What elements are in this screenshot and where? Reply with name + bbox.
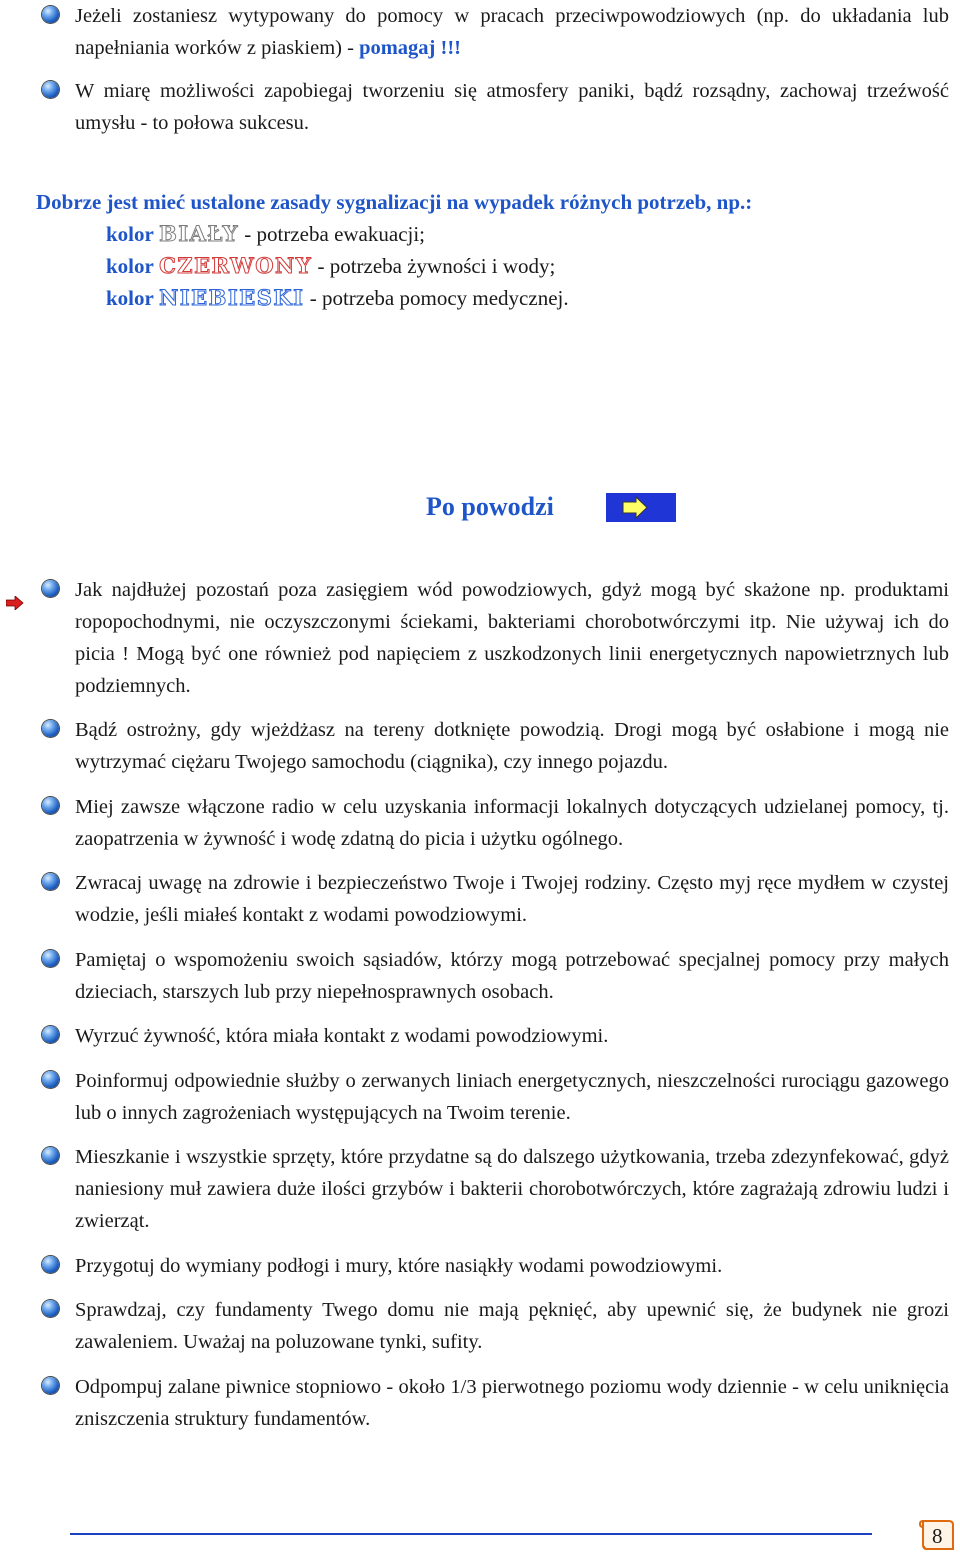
bullet-icon (42, 1300, 59, 1317)
list-item: Wyrzuć żywność, która miała kontakt z wodami powodziowymi. (75, 1020, 949, 1052)
bullet-icon (42, 6, 59, 23)
list-item: Jak najdłużej pozostań poza zasięgiem wód powodziowych, gdyż mogą być skażone np. produktami ropopochodnymi, nie oczyszczonymi ściekami, bakteriami chorobotwórczymi itp. Nie używaj ich do picia ! Mogą być one również pod napięciem z uszkodzonych linii energetycznych napowietrznych lub podziemnych. (75, 574, 949, 702)
signals-heading: Dobrze jest mieć ustalone zasady sygnalizacji na wypadek różnych potrzeb, np.: (36, 190, 753, 214)
bullet-icon (42, 1147, 59, 1164)
bullet-icon (42, 580, 59, 597)
bullet-icon (42, 950, 59, 967)
red-arrow-icon (6, 593, 24, 616)
bullet-icon (42, 81, 59, 98)
signal-line: kolor NIEBIESKI - potrzeba pomocy medycznej. (106, 285, 569, 310)
footer-divider (70, 1533, 872, 1535)
list-item: Sprawdzaj, czy fundamenty Twego domu nie mają pęknięć, aby upewnić się, że budynek nie grozi zawaleniem. Uważaj na poluzowane tynki, sufity. (75, 1294, 949, 1358)
list-item: Mieszkanie i wszystkie sprzęty, które przydatne są do dalszego użytkowania, trzeba zdezynfekować, gdyż naniesiony muł zawiera duże ilości grzybów i bakterii chorobotwórczych, które zagrażają zdrowiu ludzi i zwierząt. (75, 1141, 949, 1237)
list-item: Zwracaj uwagę na zdrowie i bezpieczeństwo Twoje i Twojej rodziny. Często myj ręce mydłem w czystej wodzie, jeśli miałeś kontakt z wodami powodziowymi. (75, 867, 949, 931)
list-item: Odpompuj zalane piwnice stopniowo - około 1/3 pierwotnego poziomu wody dziennie - w celu uniknięcia zniszczenia struktury fundamentów. (75, 1371, 949, 1435)
list-item: Poinformuj odpowiednie służby o zerwanych liniach energetycznych, nieszczelności rurociągu gazowego lub o innych zagrożeniach występujących na Twoim terenie. (75, 1065, 949, 1129)
bullet-icon (42, 1026, 59, 1043)
list-item: Bądź ostrożny, gdy wjeżdżasz na tereny dotknięte powodzią. Drogi mogą być osłabione i mogą nie wytrzymać ciężaru Twojego samochodu (ciągnika), czy innego pojazdu. (75, 714, 949, 778)
color-word-white: BIAŁY (159, 221, 240, 246)
bullet-icon (42, 873, 59, 890)
section-title: Po powodzi (426, 492, 554, 521)
list-item: W miarę możliwości zapobiegaj tworzeniu się atmosfery paniki, bądź rozsądny, zachowaj trzeźwość umysłu - to połowa sukcesu. (75, 75, 949, 139)
page-number: 8 (932, 1524, 943, 1548)
bullet-icon (42, 720, 59, 737)
arrow-right-icon[interactable] (606, 493, 676, 522)
emphasis: pomagaj !!! (359, 37, 461, 59)
list-item: Jeżeli zostaniesz wytypowany do pomocy w pracach przeciwpowodziowych (np. do układania lub napełniania worków z piaskiem) - pomagaj !!! (75, 0, 949, 64)
color-word-blue: NIEBIESKI (159, 285, 305, 310)
bullet-icon (42, 797, 59, 814)
signal-line: kolor CZERWONY - potrzeba żywności i wody; (106, 253, 556, 278)
list-item: Przygotuj do wymiany podłogi i mury, które nasiąkły wodami powodziowymi. (75, 1250, 949, 1282)
list-item: Miej zawsze włączone radio w celu uzyskania informacji lokalnych dotyczących udzielanej pomocy, tj. zaopatrzenia w żywność i wodę zdatną do picia i użytku ogólnego. (75, 791, 949, 855)
color-word-red: CZERWONY (159, 253, 313, 278)
list-item: Pamiętaj o wspomożeniu swoich sąsiadów, którzy mogą potrzebować specjalnej pomocy przy małych dzieciach, starszych lub przy niepełnosprawnych osobach. (75, 944, 949, 1008)
bullet-icon (42, 1377, 59, 1394)
signal-line: kolor BIAŁY - potrzeba ewakuacji; (106, 221, 426, 246)
bullet-icon (42, 1071, 59, 1088)
bullet-icon (42, 1256, 59, 1273)
